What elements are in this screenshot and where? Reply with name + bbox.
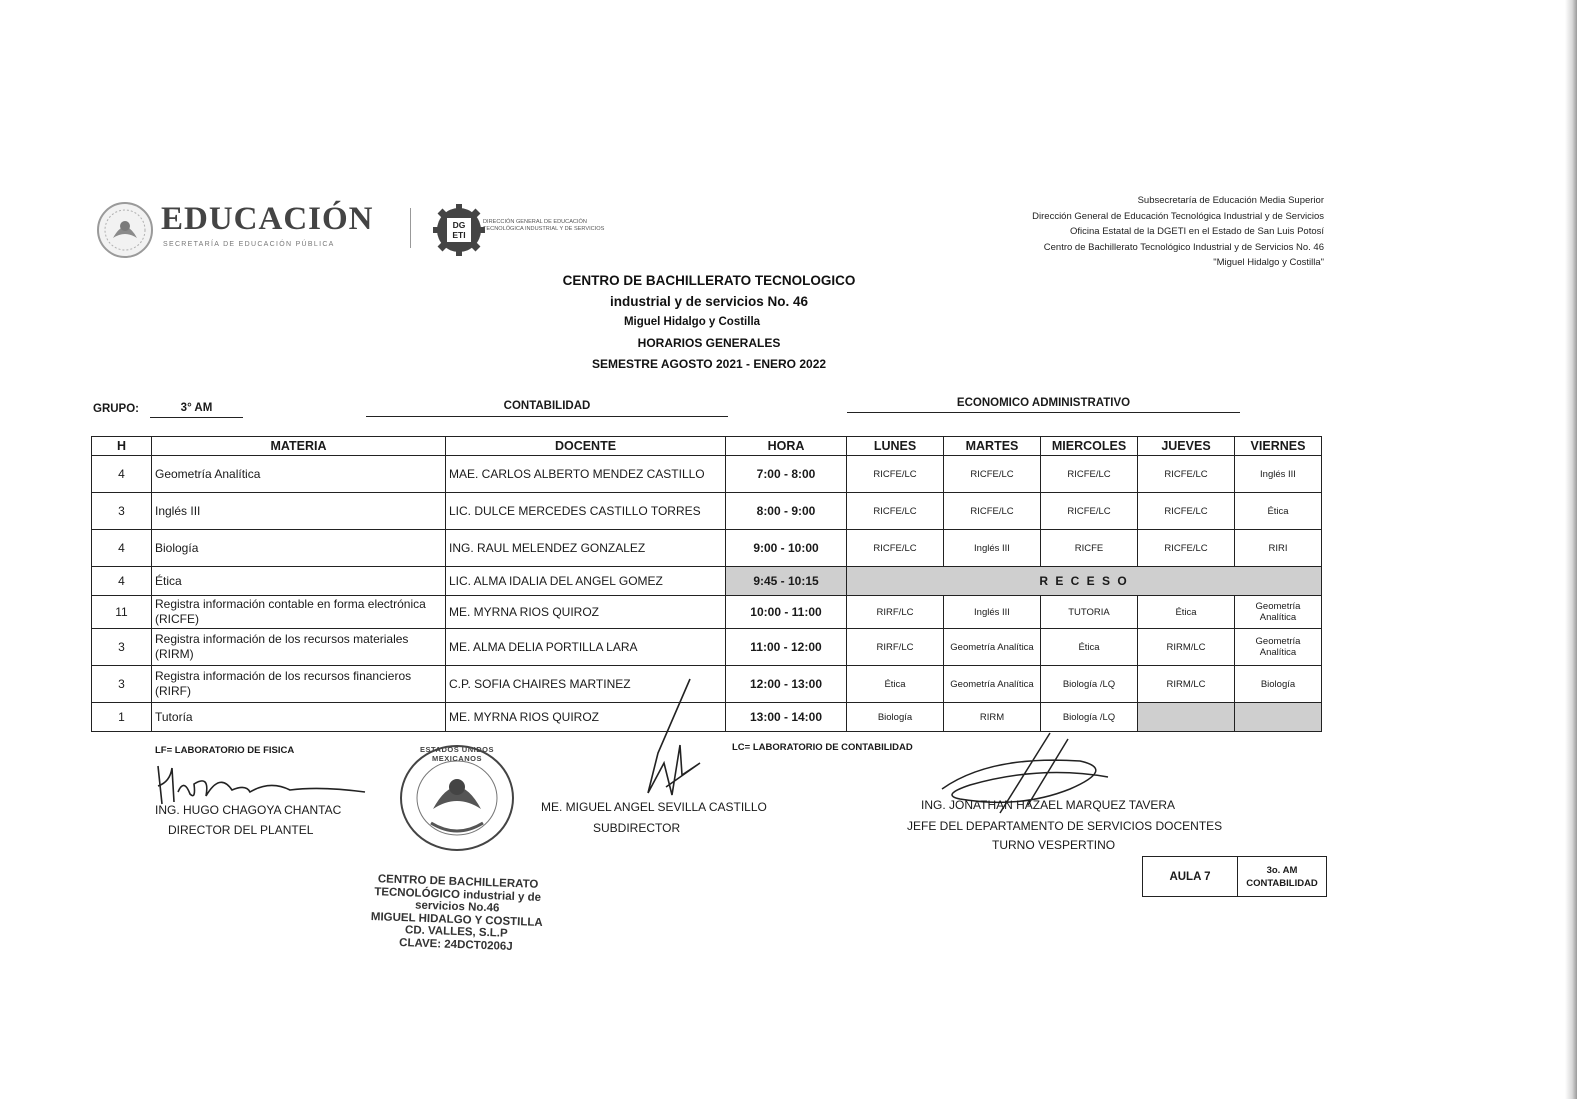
subject-cell: Tutoría [152, 703, 446, 732]
stamp-line: CD. VALLES, S.L.P [404, 924, 508, 940]
title-line-5: SEMESTRE AGOSTO 2021 - ENERO 2022 [591, 357, 827, 371]
subdirector-name: ME. MIGUEL ANGEL SEVILLA CASTILLO [541, 800, 767, 814]
day-cell: RICFE/LC [847, 530, 944, 567]
day-cell: Geometría Analítica [1235, 596, 1322, 629]
day-cell: RICFE/LC [944, 456, 1041, 493]
header-line: Centro de Bachillerato Tecnológico Industrial y de Servicios No. 46 [1043, 241, 1324, 253]
seal-ring-text: ESTADOS UNIDOS MEXICANOS [420, 745, 494, 763]
day-cell: Inglés III [944, 596, 1041, 629]
subdirector-role: SUBDIRECTOR [593, 821, 681, 835]
eagle-emblem-icon [95, 200, 155, 260]
time-cell: 8:00 - 9:00 [726, 493, 847, 530]
title-line-4: HORARIOS GENERALES [637, 336, 781, 350]
hours-cell: 3 [92, 629, 152, 666]
hours-cell: 4 [92, 530, 152, 567]
day-cell [1235, 703, 1322, 732]
recess-cell: R E C E S O [847, 567, 1322, 596]
subject-cell: Ética [152, 567, 446, 596]
col-header: LUNES [847, 437, 944, 456]
subject-cell: Geometría Analítica [152, 456, 446, 493]
day-cell: RICFE/LC [944, 493, 1041, 530]
director-name: ING. HUGO CHAGOYA CHANTAC [155, 803, 342, 817]
time-cell: 13:00 - 14:00 [726, 703, 847, 732]
career-field: CONTABILIDAD [366, 400, 728, 417]
note-lf: LF= LABORATORIO DE FISICA [155, 745, 295, 756]
time-cell: 9:45 - 10:15 [726, 567, 847, 596]
header-line: Subsecretaría de Educación Media Superior [1137, 195, 1324, 206]
teacher-cell: ING. RAUL MELENDEZ GONZALEZ [446, 530, 726, 567]
time-cell: 11:00 - 12:00 [726, 629, 847, 666]
header-line: Dirección General de Educación Tecnológica Industrial y de Servicios [1032, 210, 1324, 222]
day-cell: RIRF/LC [847, 629, 944, 666]
hours-cell: 4 [92, 456, 152, 493]
table-row [92, 530, 1322, 567]
table-row [92, 456, 1322, 493]
col-header: MIERCOLES [1041, 437, 1138, 456]
dgeti-logo [433, 204, 633, 256]
teacher-cell: C.P. SOFIA CHAIRES MARTINEZ [446, 666, 726, 703]
day-cell: RICFE/LC [1041, 493, 1138, 530]
day-cell: Geometría Analítica [1235, 629, 1322, 666]
day-cell: RICFE/LC [1041, 456, 1138, 493]
teacher-cell: LIC. ALMA IDALIA DEL ANGEL GOMEZ [446, 567, 726, 596]
col-header: JUEVES [1138, 437, 1235, 456]
header-line: "Miguel Hidalgo y Costilla" [1213, 257, 1324, 269]
day-cell: Ética [1138, 596, 1235, 629]
teacher-cell: MAE. CARLOS ALBERTO MENDEZ CASTILLO [446, 456, 726, 493]
table-row [92, 629, 1322, 666]
teacher-cell: LIC. DULCE MERCEDES CASTILLO TORRES [446, 493, 726, 530]
day-cell: RIRF/LC [847, 596, 944, 629]
day-cell: RIRM/LC [1138, 629, 1235, 666]
sep-logo [95, 200, 395, 260]
logo-divider [410, 208, 411, 248]
stamp-line: MIGUEL HIDALGO Y COSTILLA [370, 910, 543, 929]
day-cell [1138, 703, 1235, 732]
teacher-cell: ME. MYRNA RIOS QUIROZ [446, 596, 726, 629]
institution-header [1032, 193, 1324, 271]
subdirector-signature [620, 675, 710, 800]
dgeti-text-1: DIRECCIÓN GENERAL DE EDUCACIÓN [483, 219, 587, 225]
dgeti-text-2: TECNOLÓGICA INDUSTRIAL Y DE SERVICIOS [483, 226, 605, 232]
teacher-cell: ME. ALMA DELIA PORTILLA LARA [446, 629, 726, 666]
hours-cell: 11 [92, 596, 152, 629]
national-seal [397, 743, 517, 853]
time-cell: 7:00 - 8:00 [726, 456, 847, 493]
dgeti-mark: DG ETI [452, 220, 466, 240]
department-head-shift: TURNO VESPERTINO [992, 838, 1116, 852]
day-cell: Biología /LQ [1041, 666, 1138, 703]
col-header: VIERNES [1235, 437, 1322, 456]
classroom-label: AULA 7 [1143, 857, 1238, 897]
note-lc: LC= LABORATORIO DE CONTABILIDAD [732, 742, 913, 753]
day-cell: RICFE/LC [847, 493, 944, 530]
department-head-role: JEFE DEL DEPARTAMENTO DE SERVICIOS DOCENTES [907, 819, 1223, 833]
classroom-group-line: 3o. AM [1266, 864, 1298, 876]
stamp-line: servicios No.46 [414, 899, 500, 915]
col-header: HORA [726, 437, 847, 456]
day-cell: TUTORIA [1041, 596, 1138, 629]
classroom-group [1238, 857, 1327, 897]
group-value: 3° AM [150, 402, 243, 418]
hours-cell: 3 [92, 493, 152, 530]
stamp-line: CLAVE: 24DCT0206J [398, 936, 513, 953]
col-header: MATERIA [152, 437, 446, 456]
day-cell: Biología /LQ [1041, 703, 1138, 732]
header-line: Oficina Estatal de la DGETI en el Estado de San Luis Potosí [1070, 226, 1324, 238]
time-cell: 10:00 - 11:00 [726, 596, 847, 629]
subject-cell: Registra información de los recursos materiales (RIRM) [152, 629, 446, 666]
subject-cell: Inglés III [152, 493, 446, 530]
day-cell: RICFE/LC [1138, 493, 1235, 530]
day-cell: RICFE [1041, 530, 1138, 567]
sep-logo-subtitle: SECRETARÍA DE EDUCACIÓN PÚBLICA [163, 241, 335, 248]
stamp-line: CENTRO DE BACHILLERATO [377, 873, 539, 891]
table-row [92, 567, 1322, 596]
sep-logo-title: EDUCACIÓN [161, 201, 374, 237]
day-cell: Inglés III [944, 530, 1041, 567]
col-header: DOCENTE [446, 437, 726, 456]
subject-cell: Registra información de los recursos financieros (RIRF) [152, 666, 446, 703]
classroom-box [1142, 856, 1327, 897]
school-stamp [351, 872, 563, 954]
day-cell: Ética [1235, 493, 1322, 530]
day-cell: Ética [1041, 629, 1138, 666]
time-cell: 9:00 - 10:00 [726, 530, 847, 567]
hours-cell: 3 [92, 666, 152, 703]
director-role: DIRECTOR DEL PLANTEL [168, 823, 314, 837]
subject-cell: Biología [152, 530, 446, 567]
col-header: MARTES [944, 437, 1041, 456]
day-cell: RICFE/LC [847, 456, 944, 493]
table-header-row [92, 437, 1322, 456]
day-cell: RIRM/LC [1138, 666, 1235, 703]
hours-cell: 4 [92, 567, 152, 596]
classroom-group-line: CONTABILIDAD [1246, 877, 1318, 889]
department-head-name: ING. JONATHAN HAZAEL MARQUEZ TAVERA [921, 798, 1176, 812]
stamp-line: TECNOLÓGICO industrial y de [374, 885, 542, 904]
day-cell: RICFE/LC [1138, 530, 1235, 567]
subject-cell: Registra información contable en forma electrónica (RICFE) [152, 596, 446, 629]
hours-cell: 1 [92, 703, 152, 732]
day-cell: RIRM [944, 703, 1041, 732]
title-line-1: CENTRO DE BACHILLERATO TECNOLOGICO [562, 273, 856, 288]
col-header: H [92, 437, 152, 456]
table-row [92, 493, 1322, 530]
title-line-2: industrial y de servicios No. 46 [609, 294, 809, 309]
day-cell: RIRI [1235, 530, 1322, 567]
day-cell: Geometría Analítica [944, 629, 1041, 666]
day-cell: Geometría Analítica [944, 666, 1041, 703]
day-cell: Biología [847, 703, 944, 732]
day-cell: Ética [847, 666, 944, 703]
day-cell: Inglés III [1235, 456, 1322, 493]
area-field: ECONOMICO ADMINISTRATIVO [847, 397, 1240, 413]
table-row [92, 596, 1322, 629]
day-cell: Biología [1235, 666, 1322, 703]
time-cell: 12:00 - 13:00 [726, 666, 847, 703]
scan-edge [1565, 0, 1577, 1099]
title-line-3: Miguel Hidalgo y Costilla [623, 316, 761, 328]
group-label: GRUPO: [93, 403, 139, 415]
day-cell: RICFE/LC [1138, 456, 1235, 493]
teacher-cell: ME. MYRNA RIOS QUIROZ [446, 703, 726, 732]
